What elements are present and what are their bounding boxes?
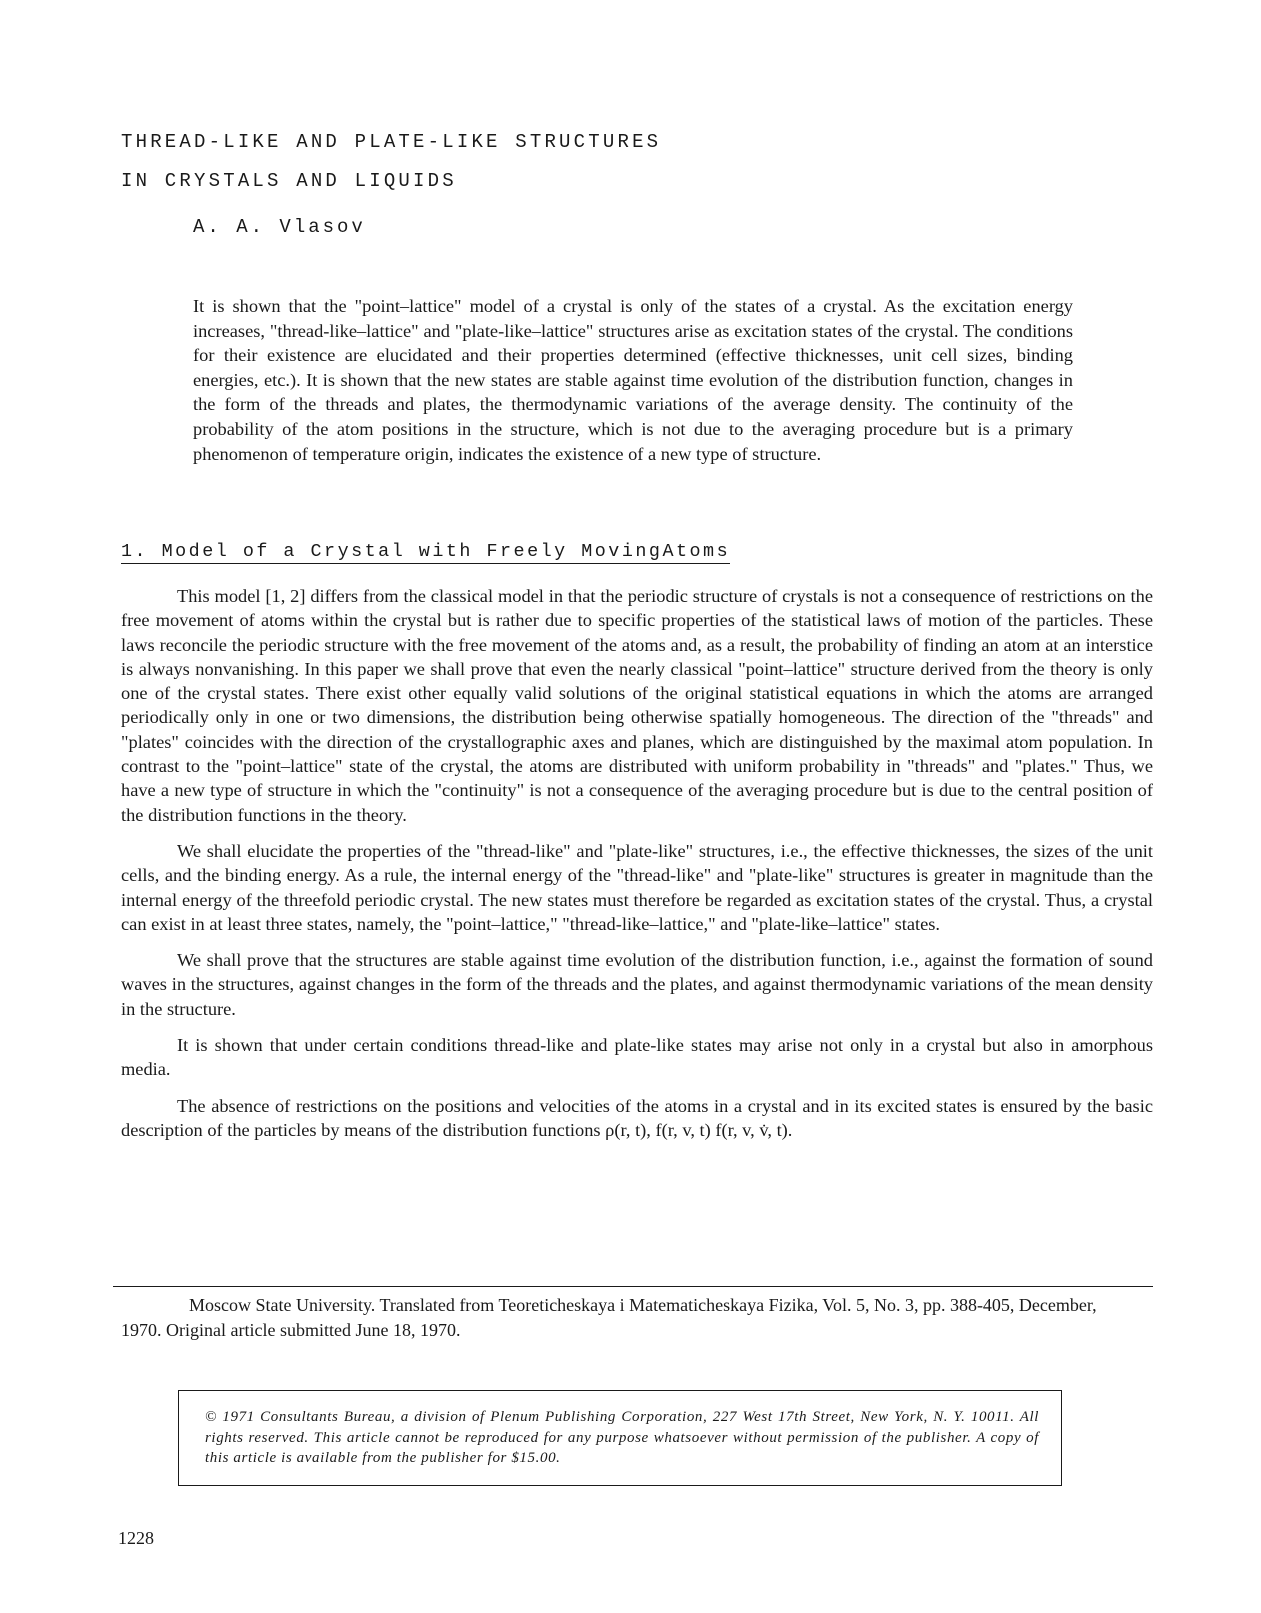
abstract: It is shown that the "point–lattice" model of a crystal is only of the states of a crystal. As the excitation energy increases, "thread-like–lattice" and "plate-like–lattice" structures arise as excitation states of the crystal. The conditions for their existence are elucidated and their properties determined (effective thicknesses, unit cell sizes, binding energies, etc.). It is shown that the new states are stable against time evolution of the distribution function, changes in the form of the threads and plates, the thermodynamic variations of the average density. The continuity of the probability of the atom positions in the structure, which is not due to the averaging procedure but is a primary phenomenon of temperature origin, indicates the existence of a new type of structure. [193, 296, 1073, 464]
footnote-divider [113, 1286, 1153, 1287]
paragraph-5: The absence of restrictions on the positions and velocities of the atoms in a crystal and in its excited states is ensured by the basic description of the particles by means of the distribution functions ρ(r, t), f(r, v, t) f(r, v, v̇, t). [121, 1095, 1153, 1140]
title-line-1: THREAD-LIKE AND PLATE-LIKE STRUCTURES [121, 131, 662, 153]
page-number: 1228 [118, 1528, 154, 1548]
section-heading: 1. Model of a Crystal with Freely MovingAtoms [121, 541, 731, 562]
author: A. A. Vlasov [193, 216, 366, 238]
footnote: Moscow State University. Translated from Teoreticheskaya i Matematicheskaya Fizika, Vol. 5, No. 3, pp. 388-405, December, 1970. Original article submitted June 18, 1970. [121, 1295, 1097, 1340]
copyright-box [178, 1390, 1062, 1486]
paragraph-4: It is shown that under certain conditions thread-like and plate-like states may arise not only in a crystal but also in amorphous media. [121, 1035, 1153, 1080]
copyright-notice: © 1971 Consultants Bureau, a division of Plenum Publishing Corporation, 227 West 17th Street, New York, N. Y. 10011. All rights reserved. This article cannot be reproduced for any purpose whatsoever without permission of the publisher. A copy of this article is available from the publisher for $15.00. [205, 1409, 1039, 1466]
body-text [121, 584, 1153, 1154]
title-line-2: IN CRYSTALS AND LIQUIDS [121, 170, 457, 192]
paragraph-1: This model [1, 2] differs from the classical model in that the periodic structure of crystals is not a consequence of restrictions on the free movement of atoms within the crystal but is rather due to specific properties of the statistical laws of motion of the particles. These laws reconcile the periodic structure with the free movement of the atoms and, as a result, the probability of finding an atom at an interstice is always nonvanishing. In this paper we shall prove that even the nearly classical "point–lattice" structure derived from the theory is only one of the crystal states. There exist other equally valid solutions of the original statistical equations in which the atoms are arranged periodically only in one or two dimensions, the distribution being otherwise spatially homogeneous. The direction of the "threads" and "plates" coincides with the direction of the crystallographic axes and planes, which are distinguished by the maximal atom population. In contrast to the "point–lattice" state of the crystal, the atoms are distributed with uniform probability in "threads" and "plates." Thus, we have a new type of structure in which the "continuity" is not a consequence of the averaging procedure but is due to the central position of the distribution functions in the theory. [121, 586, 1153, 825]
paragraph-2: We shall elucidate the properties of the "thread-like" and "plate-like" structures, i.e., the effective thicknesses, the sizes of the unit cells, and the binding energy. As a rule, the internal energy of the "thread-like" and "plate-like" structures is greater in magnitude than the internal energy of the threefold periodic crystal. The new states must therefore be regarded as excitation states of the crystal. Thus, a crystal can exist in at least three states, namely, the "point–lattice," "thread-like–lattice," and "plate-like–lattice" states. [121, 840, 1153, 934]
paragraph-3: We shall prove that the structures are stable against time evolution of the distribution function, i.e., against the formation of sound waves in the structures, against changes in the form of the threads and the plates, and against thermodynamic variations of the mean density in the structure. [121, 950, 1153, 1019]
